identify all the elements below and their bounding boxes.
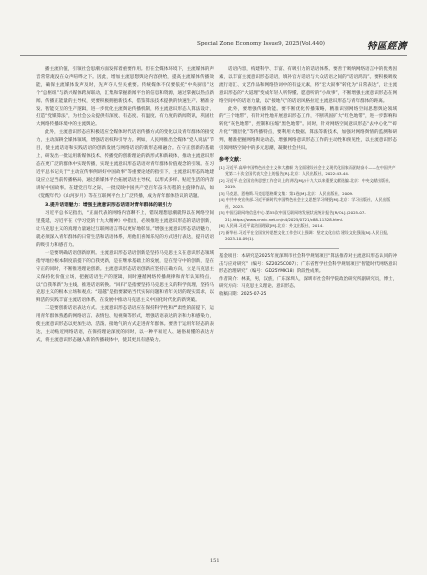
paragraph: 一是要明确话语创新原则。主流意识形态话语创新是坚持马克思主义在意识形态领域指导地位根本制度前提下的自我更新，是在继承基础上的发展，是在坚守中的创新，是在守正的同时，不断推进理论创新。主流意识形态话语创新应坚持正确方向，立足马克思主义保持化价值立场，把握话语生产的逻辑，同时遵循网络传播规律和青年认知特点，以“自我革新”为主线，推进话语转换。“回归”是指要坚持马克思主义的科学真理，坚持马克思主义的根本立场和观点；“超越”是指要紧贴当代实际问题和青年关切的现实需求，以鲜活的实践丰富主流话语体系，在发展中推动马克思主义中国化时代化的新突破。 [36,250,214,304]
left-column [36,66,214,345]
paragraph: 习近平总书记指出，“正面代表的网络内容聊不上，错误理想思潮就得以在网络空间里蔓延，习近平在《学习党的十九大精神》中指出，必须推进主流意识形态的话语创新，让马克思主义的真理力量通过互联网语言得以更好地彰显。”增强主流意识形态话语魅力，就必须深入青年群体的日常生活和话语体系，用他们喜闻乐见的方式进行表达，提升话语的吸引力和感召力。 [36,211,214,249]
paragraph: 话语内容，构建科学、丰富、有吸引力的话语体系。要善于吸纳网络语言中的优秀因素，以丰富主流意识形态话语，填补官方话语与大众话语之间的“话语鸿沟”。要积极吸收流行语汇、文艺作品和网络热词中的有益元素，将“宏大叙事”转化为“日常表达”，让主流意识形态的“大道理”变成年轻人听得懂、愿意听的“小故事”，不断增强主流意识形态在网络空间中的话语力量，以“接地气”的话语风格拉近主流意识形态与青年群体的距离。 [219,67,397,104]
reference-item: [3] 马克思，恩格斯.马克思恩格斯文集：第1卷[M].北京：人民出版社，2009. [219,190,354,196]
paragraph: 播主流价值，引领社会思潮方面发挥着重要作用。但在全媒体环境下，主流媒体的声音常常淹没在众声喧哗之下。因此，增加主流思想舆论内容供给，提高主流媒体传播效能，确保主流媒体发声及时，先声夺人至关重要。传统媒体不仅要依托“中央厨房”这个“总枢纽”与新兴媒体跨屏联动，汇集和掌握新闻平台的信息和资源，通过掌握以热点新闻、传播正能量的主导权，更要积极拥抱新技术，借鉴算法技术提供的快速生产、精准分发、智能交互的生产逻辑，进一步优化主流舆论传播机制，将主流意识形态人算法设计，打造“党媒算法”，为社会公众提供有深度、有态度、有温度、有力度的新闻资讯，巩固壮大网络传播环境中的主流舆论。 [36,67,214,128]
divider [219,248,339,249]
paragraph: 此外，要增强传播效能。要不断优化传播策略，精准识别网络空间思想舆论领域的“三个地带”，有针对性地开展意识形态工作，不断巩固扩大“红色地带”，进一步影响和转化“灰色地带”，控制和压缩“黑色地带”。同时，针对网络空间意识形态“去中心化”“碎片化”“圈层化”等传播特点，要利用大数据、算法等新技术，加强对网络舆情的监测和研判，精准把握网络舆论动态，增强网络意识形态工作的主动性和预见性，以主流意识形态引领网络空间中的多元思潮，凝聚社会共识。 [219,106,397,152]
reference-item: [7] 新华社.习近平在全国宣传思想文化工作会议上强调：坚定文化自信 建设文化强国[N].人民日报，2023-10-09(1). [219,229,392,242]
reference-list [219,165,397,243]
section-heading: 3.提升话语魅力：增强主流意识形态话语对青年群体的吸引力 [45,203,172,209]
journal-issue: Special Zone Economy Issue9, 2025(Vol.440) [196,41,325,47]
reference-item: [1] 习近平.高举中国特色社会主义伟大旗帜 为全面建设社会主义现代化国家而团结奋斗——在中国共产党第二十次全国代表大会上的报告[R].北京：人民出版社，2022:43-44. [219,164,396,177]
page-number: 151 [210,558,220,564]
fund-note: 基金项目：本研究是2025年度深圳市社会科学规划项目“算法推荐对主流意识形态认同的冲击与应对研究”（编号：SZ2025C007）；广东省哲学社会科学规划项目“智能时代网络意识形态治理研究”（编号：GD25YMK18）阶段性成果。 [219,253,397,275]
reference-item: [5] 中国互联网络信息中心.第55次中国互联网络发展状况统计报告[R/OL].(2025-07-21).https://www.cnnic.net.cn/n4/2025/0721/c88-11328.html. [219,210,366,222]
paragraph: 此外，主流意识形态应积极适应全媒体时代话语传播方式的变化以及青年群体的接受力，主动深耕全媒体领域，增强话语权和引导力。例如，人民网推出全媒体“党人说法”节目，使主流话语和实践话语的创新发展与网络话语的新形态相融合。在守正创新的基础上，研发出一批运用新媒体技术、传播党的创新理论的新形式和新载体，推动主流意识形态在更广泛的群体中实现传播，实现主流意识形态话语对青年群体价值观念的引领。在习近平总书记关于“主动宣传事例讲好中国故事”等重要论述的指引下，主流意识形态阵地建设应立足当前传播格局，通过新媒体平台拓展话语主导权，以形式多样、贴近生活的内容讲好中国故事。在建党百年之际，一批反映中国共产党百年奋斗历程的主旋律作品，如《觉醒年代》《山河岁月》等在互联网平台上广泛传播，成为青年群体热议的话题。 [36,130,214,199]
journal-logo: 特區經濟 [366,41,407,52]
reference-item: [6] 人民网.习近平谈治国理政[M].北京：外文出版社，2014. [219,223,324,229]
running-header [20,41,407,56]
right-column [219,66,397,299]
received-date: 收稿日期：2025-07-25 [219,291,267,297]
references-title: 参考文献： [219,156,245,163]
paragraph: 二是要创新话语表达方式。主流意识形态话语应在保持科学性和严肃性的前提下，运用青年群体熟悉的网络语言、表情包、短视频等形式，增强话语表达的亲和力和感染力，使主流意识形态以更加生动、活泼、接地气的方式走进青年群体。要善于运用年轻态的表达，主动贴近网络话语，在保持理论深度的同时，以一种平易近人、通俗易懂的表达方式，将主流意识形态融入新的传播载体中，使其更具有感染力。 [36,306,214,343]
reference-item: [2] 习近平.在全国宣传思想工作会议上的讲话[M]//十九大以来重要文献选编.北京：中央文献出版社，2019. [219,177,393,190]
author-bio: 作者简介：林某，男，汉族，广东深圳人，深圳市社会科学院政治研究所副研究员，博士，研究方向：马克思主义理论、意识形态。 [219,276,397,290]
reference-item: [4] 中共中央宣传部.习近平新时代中国特色社会主义思想学习纲要[M].北京：学习出版社，人民出版社，2023. [219,197,391,209]
